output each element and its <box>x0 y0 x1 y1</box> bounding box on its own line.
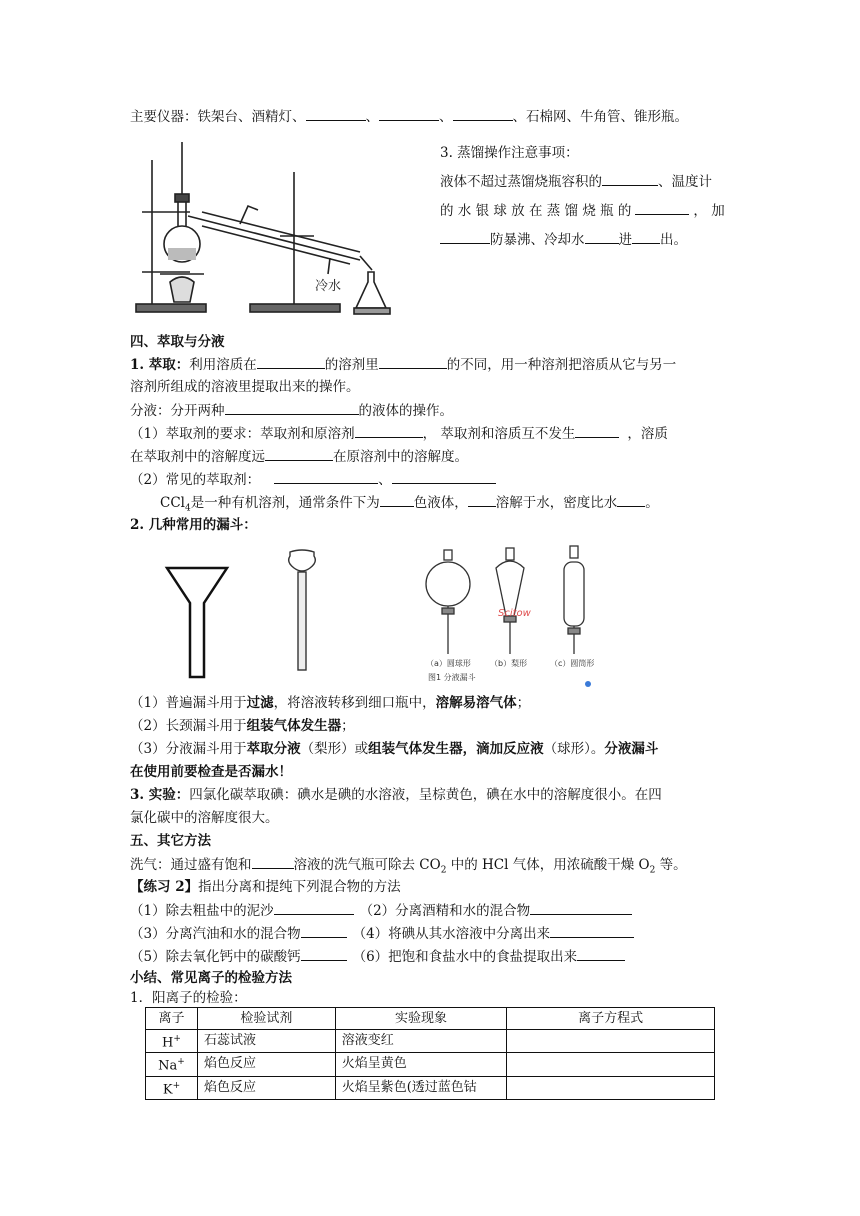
ion-symbol: K <box>162 1081 173 1097</box>
header-cell: 实验现象 <box>335 1008 507 1030</box>
experiment-line-2: 氯化碳中的溶解度很大。 <box>130 810 279 826</box>
long-neck-funnel-drawing <box>284 548 320 674</box>
text: 洗气：通过盛有饱和 <box>130 857 252 873</box>
exercise-row-2 <box>130 923 634 944</box>
text: 四氯化碳萃取碘：碘水是碘的水溶液，呈棕黄色，碘在水中的溶解度很小。在四 <box>189 787 662 803</box>
text: 。 <box>645 495 659 511</box>
text: （6）把饱和食盐水中的食盐提取出来 <box>352 949 578 965</box>
text: （5）除去氧化钙中的碳酸钙 <box>130 949 301 965</box>
text: 过滤 <box>246 695 274 711</box>
text: 溶解易溶气体 <box>435 695 517 711</box>
blank <box>585 229 619 244</box>
exercise-title: 【练习 2】 <box>130 879 199 895</box>
caption-c: （c）圆筒形 <box>550 659 595 668</box>
subscript: 4 <box>184 503 191 514</box>
text: （1）普遍漏斗用于 <box>130 695 247 711</box>
blank <box>379 354 447 369</box>
blank <box>380 492 414 507</box>
text: （4）将碘从其水溶液中分离出来 <box>352 926 551 942</box>
text: （2）长颈漏斗用于 <box>130 718 247 734</box>
blank <box>355 423 423 438</box>
funnel-figure-caption: 图1 分液漏斗 <box>428 673 476 682</box>
text: 溶解于水，密度比水 <box>495 495 618 511</box>
text: （2）常见的萃取剂： <box>130 472 261 488</box>
text: 、 <box>378 472 392 488</box>
cation-title: 1．阳离子的检验： <box>130 990 247 1006</box>
blank <box>577 946 625 961</box>
table-header-row <box>146 1008 715 1030</box>
text: 的不同，用一种溶剂把溶质从它与另一 <box>446 357 677 373</box>
extract-line-2: 溶剂所组成的溶液里提取出来的操作。 <box>130 379 360 395</box>
requirement-line-2 <box>130 446 468 467</box>
text: 、温度计 <box>658 174 712 190</box>
header-cell: 检验试剂 <box>197 1008 335 1030</box>
text: ， 加 <box>693 203 725 219</box>
distillation-apparatus-figure <box>130 132 410 322</box>
blank <box>635 200 689 215</box>
summary-title: 小结、常见离子的检验方法 <box>130 970 292 986</box>
text: 3. 实验： <box>130 787 190 803</box>
separation-line <box>130 400 453 421</box>
experiment-line-1 <box>130 785 662 805</box>
text: 组装气体发生器，滴加反应液 <box>368 741 544 757</box>
text: （球形）。 <box>543 741 605 757</box>
funnel-use-2 <box>130 716 355 736</box>
blank <box>468 492 496 507</box>
separatory-funnels-figure <box>420 544 620 690</box>
blank <box>550 923 634 938</box>
subscript: 2 <box>649 865 656 876</box>
text: 分液漏斗 <box>604 741 659 757</box>
text: 1. 萃取： <box>130 357 190 373</box>
requirement-line-1 <box>130 423 668 444</box>
ion-cell <box>146 1030 198 1053</box>
text: ； <box>341 718 355 734</box>
blank <box>617 492 645 507</box>
exercise-row-1 <box>130 900 632 921</box>
text: 等。 <box>655 857 687 873</box>
section-5-title: 五、其它方法 <box>130 833 211 849</box>
instruments-line <box>130 106 688 127</box>
blank <box>440 229 490 244</box>
section-4-title: 四、萃取与分液 <box>130 334 225 350</box>
equation-cell <box>507 1076 715 1099</box>
text: 液体不超过蒸馏烧瓶容积的 <box>440 174 602 190</box>
text: 利用溶质在 <box>189 357 257 373</box>
text: （3）分离汽油和水的混合物 <box>130 926 301 942</box>
extract-line-1 <box>130 354 676 375</box>
instruments-suffix: 、石棉网、牛角管、锥形瓶。 <box>512 109 688 125</box>
text: ，将溶液转移到细口瓶中， <box>273 695 436 711</box>
text: 指出分离和提纯下列混合物的方法 <box>198 879 401 895</box>
text: （梨形）或 <box>300 741 369 757</box>
text: 是一种有机溶剂，通常条件下为 <box>190 495 380 511</box>
blank <box>257 354 325 369</box>
blank <box>530 900 632 915</box>
text: （1）除去粗盐中的泥沙 <box>130 903 274 919</box>
text: （2）分离酒精和水的混合物 <box>359 903 531 919</box>
header-cell: 离子 <box>146 1008 198 1030</box>
text: 出。 <box>660 232 687 248</box>
text: 色液体， <box>413 495 468 511</box>
exercise-row-3 <box>130 946 625 967</box>
phenomenon-cell: 火焰呈黄色 <box>335 1053 507 1076</box>
blank <box>225 400 359 415</box>
cold-water-label: 冷水 <box>315 279 342 294</box>
table-row <box>146 1030 715 1053</box>
phenomenon-cell: 溶液变红 <box>335 1030 507 1053</box>
blank <box>392 469 496 484</box>
text: ， 萃取剂和溶质互不发生 <box>422 426 576 442</box>
blank <box>632 229 660 244</box>
text: （1）萃取剂的要求：萃取剂和原溶剂 <box>130 426 355 442</box>
text: 进 <box>618 232 632 248</box>
equation-cell <box>507 1030 715 1053</box>
text: 在原溶剂中的溶解度。 <box>333 449 468 465</box>
table-row <box>146 1053 715 1076</box>
distill-line-2 <box>440 200 725 221</box>
reagent-cell: 焰色反应 <box>197 1076 335 1099</box>
blank <box>575 423 619 438</box>
distill-line-3 <box>440 229 687 250</box>
text: 中的 HCl 气体，用浓硫酸干燥 O <box>446 857 650 873</box>
text: 溶液的洗气瓶可除去 CO <box>293 857 441 873</box>
ion-test-table <box>145 1007 715 1100</box>
instruments-prefix: 主要仪器：铁架台、酒精灯、 <box>130 109 306 125</box>
subscript: 2 <box>440 865 447 876</box>
blank <box>265 446 333 461</box>
text: 在萃取剂中的溶解度远 <box>130 449 265 465</box>
blank <box>252 854 294 869</box>
text: CCl <box>160 495 185 511</box>
ion-symbol: Na <box>158 1058 178 1074</box>
blank <box>301 923 347 938</box>
blank <box>379 106 439 121</box>
header-cell: 离子方程式 <box>507 1008 715 1030</box>
text: 分液：分开两种 <box>130 403 225 419</box>
text: 组装气体发生器 <box>246 718 342 734</box>
ion-cell <box>146 1053 198 1076</box>
ion-charge: + <box>177 1057 185 1068</box>
blank <box>274 900 354 915</box>
phenomenon-cell: 火焰呈紫色(透过蓝色钴 <box>335 1076 507 1099</box>
caption-b: （b）梨形 <box>490 659 528 668</box>
ion-charge: + <box>172 1080 181 1091</box>
distill-line-1 <box>440 171 712 192</box>
ion-charge: + <box>173 1034 181 1044</box>
ion-cell <box>146 1076 198 1099</box>
text: ，溶质 <box>627 426 668 442</box>
text: 萃取分液 <box>246 741 301 757</box>
caption-a: （a）圆球形 <box>426 659 471 668</box>
text: 的液体的操作。 <box>358 403 453 419</box>
table-row <box>146 1076 715 1099</box>
reagent-cell: 石蕊试液 <box>197 1030 335 1053</box>
blank <box>301 946 347 961</box>
sep: 、 <box>439 109 453 125</box>
reagent-cell: 焰色反应 <box>197 1053 335 1076</box>
sep: 、 <box>365 109 379 125</box>
funnel-use-1 <box>130 693 530 713</box>
exercise-title-line <box>130 877 401 897</box>
text: 的溶剂里 <box>324 357 379 373</box>
text: 的 水 银 球 放 在 蒸 馏 烧 瓶 的 <box>440 203 632 219</box>
equation-cell <box>507 1053 715 1076</box>
common-solvents-line <box>130 469 496 490</box>
ion-symbol: H <box>162 1035 174 1051</box>
text: （3）分液漏斗用于 <box>130 741 247 757</box>
blank <box>306 106 366 121</box>
watermark-text: Scitow <box>498 608 531 619</box>
funnels-title: 2. 几种常用的漏斗： <box>130 517 257 533</box>
funnel-use-3 <box>130 739 658 759</box>
blank <box>602 171 658 186</box>
text: ； <box>516 695 531 711</box>
text: 防暴沸、冷却水 <box>490 232 585 248</box>
distill-heading: 3. 蒸馏操作注意事项： <box>440 145 579 161</box>
blank <box>453 106 513 121</box>
blank <box>274 469 378 484</box>
common-funnel-drawing <box>162 565 232 680</box>
funnel-use-3-cont: 在使用前要检查是否漏水！ <box>130 764 292 780</box>
